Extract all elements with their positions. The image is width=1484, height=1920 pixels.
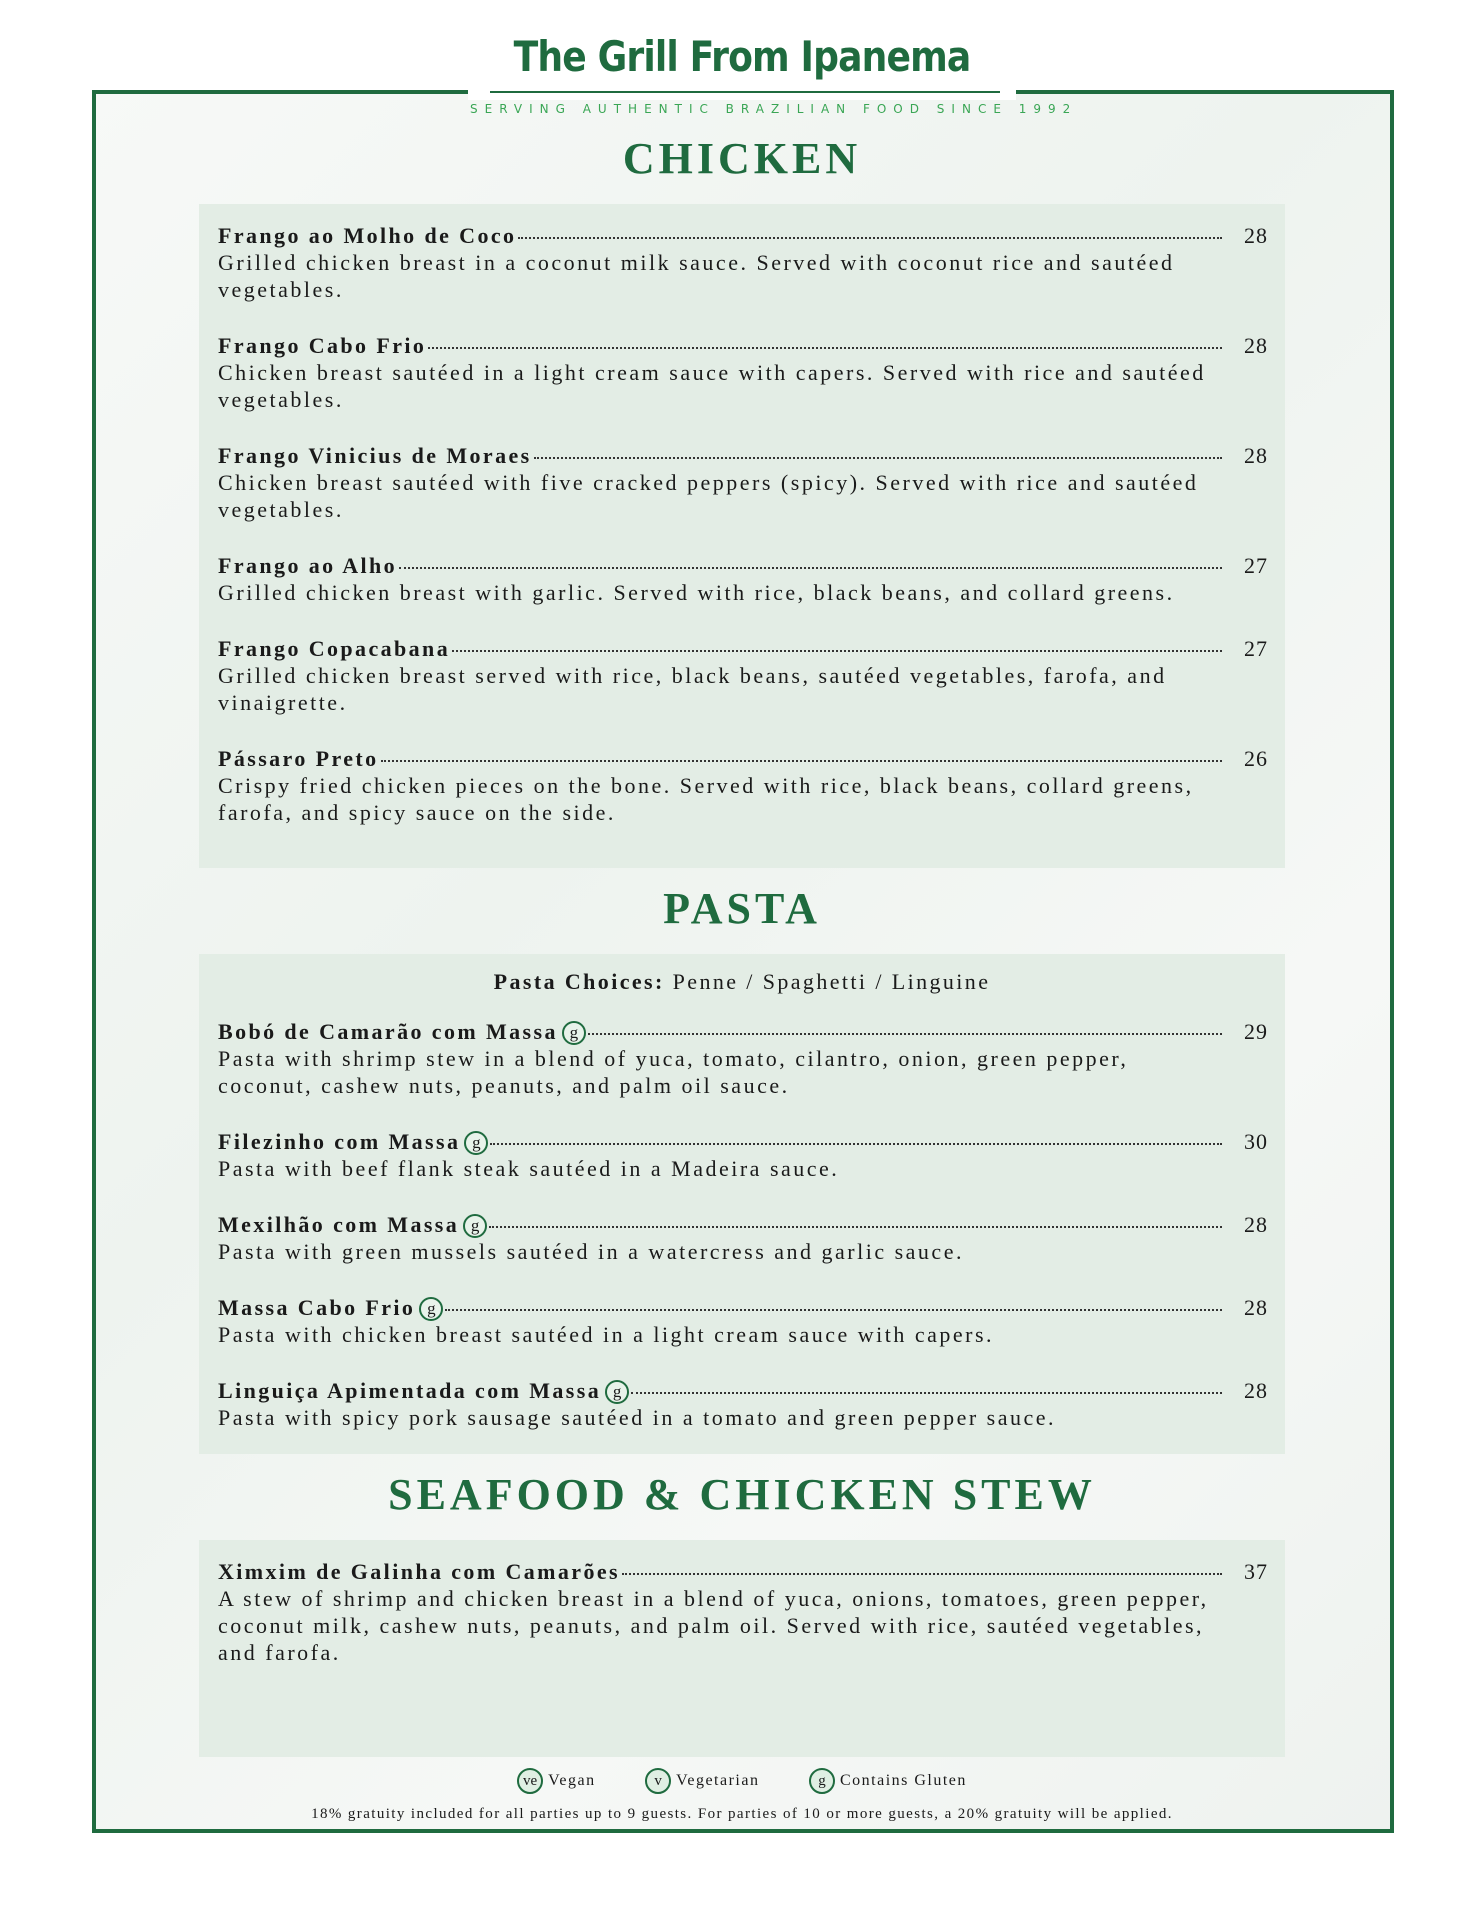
menu-item <box>218 442 1268 523</box>
menu-item-description: Pasta with green mussels sautéed in a watercress and garlic sauce. <box>218 1239 964 1264</box>
pasta-choices-list: Penne / Spaghetti / Linguine <box>672 969 991 994</box>
menu-item-name <box>218 1211 487 1238</box>
menu-item <box>218 1294 1268 1348</box>
menu-item-description: Pasta with spicy pork sausage sautéed in a tomato and green pepper sauce. <box>218 1405 1057 1430</box>
dot-leader <box>381 760 1222 762</box>
menu-item-header <box>218 1128 1268 1155</box>
dot-leader <box>445 1309 1222 1311</box>
menu-item-description: Pasta with shrimp stew in a blend of yuca, tomato, cilantro, onion, green pepper, coconut, cashew nuts, peanuts, and palm oil sauce. <box>218 1046 1129 1098</box>
menu-item-name <box>218 635 450 662</box>
dot-leader <box>399 567 1222 569</box>
gluten-icon: g <box>463 1214 487 1238</box>
item-name-text: Massa Cabo Frio <box>218 1295 416 1320</box>
pasta-section <box>199 954 1285 1454</box>
menu-item-description: Chicken breast sautéed in a light cream sauce with capers. Served with rice and sautéed vegetables. <box>218 360 1206 412</box>
menu-item <box>218 745 1268 826</box>
menu-item-name <box>218 745 379 772</box>
item-name-text: Frango Cabo Frio <box>218 333 427 358</box>
dot-leader <box>452 650 1222 652</box>
menu-item <box>218 332 1268 413</box>
menu-item <box>218 635 1268 716</box>
menu-item-name <box>218 222 516 249</box>
menu-item-header <box>218 1294 1268 1321</box>
menu-item <box>218 1211 1268 1265</box>
item-name-text: Frango ao Alho <box>218 553 398 578</box>
menu-item-price: 28 <box>1244 1295 1268 1320</box>
item-name-text: Frango Vinicius de Moraes <box>218 443 532 468</box>
menu-item-header <box>218 222 1268 249</box>
menu-item-price: 30 <box>1244 1129 1268 1154</box>
section-heading-seafood: SEAFOOD & CHICKEN STEW <box>388 1470 1096 1519</box>
dot-leader <box>631 1392 1222 1394</box>
item-name-text: Frango ao Molho de Coco <box>218 223 517 248</box>
menu-item-price: 28 <box>1244 223 1268 248</box>
legend-gluten <box>809 1767 967 1795</box>
pasta-choices-label: Pasta Choices: <box>493 969 665 994</box>
menu-item <box>218 1128 1268 1182</box>
menu-item-name <box>218 1377 629 1404</box>
dot-leader <box>489 1226 1222 1228</box>
menu-item-price: 28 <box>1244 1378 1268 1403</box>
menu-item-description: Pasta with chicken breast sautéed in a light cream sauce with capers. <box>218 1322 995 1347</box>
vegetarian-icon: v <box>645 1768 671 1794</box>
dot-leader <box>428 347 1222 349</box>
legend-vegan <box>517 1767 595 1795</box>
menu-item-price: 26 <box>1244 746 1268 771</box>
gluten-icon: g <box>809 1768 835 1794</box>
gluten-icon: g <box>562 1021 586 1045</box>
menu-item-header <box>218 1558 1268 1585</box>
item-name-text: Linguiça Apimentada com Massa <box>218 1378 602 1403</box>
menu-item-name <box>218 1294 443 1321</box>
dot-leader <box>588 1033 1222 1035</box>
menu-item-header <box>218 1377 1268 1404</box>
gluten-icon: g <box>464 1131 488 1155</box>
restaurant-logo: The Grill From Ipanema <box>513 32 971 81</box>
legend-label: Contains Gluten <box>839 1772 967 1789</box>
menu-item-price: 28 <box>1244 333 1268 358</box>
item-name-text: Frango Copacabana <box>218 636 451 661</box>
menu-item-name <box>218 552 397 579</box>
menu-item-name <box>218 332 426 359</box>
dot-leader <box>622 1573 1222 1575</box>
tagline: SERVING AUTHENTIC BRAZILIAN FOOD SINCE 1992 <box>470 102 1078 116</box>
menu-item-price: 37 <box>1244 1559 1268 1584</box>
vegan-icon: ve <box>517 1768 543 1794</box>
menu-item-description: Grilled chicken breast with garlic. Served with rice, black beans, and collard greens. <box>218 580 1175 605</box>
menu-item-name <box>218 1018 586 1045</box>
dot-leader <box>534 457 1222 459</box>
menu-item-header <box>218 332 1268 359</box>
menu-item-name <box>218 1128 488 1155</box>
gratuity-note: 18% gratuity included for all parties up to 9 guests. For parties of 10 or more guests, a 20% gratuity will be applied. <box>311 1806 1173 1822</box>
logo-divider <box>490 91 1000 93</box>
menu-item-price: 28 <box>1244 1212 1268 1237</box>
menu-item <box>218 222 1268 303</box>
menu-item-name <box>218 1558 620 1585</box>
menu-item <box>218 1377 1268 1431</box>
item-name-text: Filezinho com Massa <box>218 1129 461 1154</box>
dot-leader <box>490 1143 1222 1145</box>
menu-item-header <box>218 635 1268 662</box>
section-heading-pasta: PASTA <box>663 884 821 933</box>
legend-label: Vegan <box>548 1772 596 1789</box>
legend-label: Vegetarian <box>676 1772 760 1789</box>
menu-item-price: 27 <box>1244 553 1268 578</box>
menu-content <box>199 132 1285 1825</box>
item-name-text: Ximxim de Galinha com Camarões <box>218 1559 620 1584</box>
section-heading-chicken: CHICKEN <box>622 134 862 183</box>
menu-item <box>218 552 1268 606</box>
item-name-text: Pássaro Preto <box>218 746 379 771</box>
menu-item-header <box>218 442 1268 469</box>
menu-item-description: Pasta with beef flank steak sautéed in a Madeira sauce. <box>218 1156 840 1181</box>
dot-leader <box>518 237 1222 239</box>
dietary-legend <box>199 1767 1285 1795</box>
menu-item-header <box>218 1018 1268 1045</box>
menu-item-price: 27 <box>1244 636 1268 661</box>
menu-item-price: 28 <box>1244 443 1268 468</box>
item-name-text: Mexilhão com Massa <box>218 1212 460 1237</box>
menu-item-header <box>218 552 1268 579</box>
menu-item-name <box>218 442 532 469</box>
menu-item-description: Crispy fried chicken pieces on the bone. Served with rice, black beans, collard greens, farofa, and spicy sauce on the side. <box>218 773 1194 825</box>
menu-item-description: A stew of shrimp and chicken breast in a blend of yuca, onions, tomatoes, green pepper, coconut milk, cashew nuts, peanuts, and palm oil. Served with rice, sautéed vegetables, and farofa. <box>218 1586 1209 1665</box>
legend-vegetarian <box>645 1767 759 1795</box>
menu-item <box>218 1018 1268 1099</box>
seafood-section <box>199 1540 1285 1757</box>
menu-item-description: Grilled chicken breast in a coconut milk sauce. Served with coconut rice and sautéed vegetables. <box>218 250 1175 302</box>
gluten-icon: g <box>605 1380 629 1404</box>
chicken-section <box>199 204 1285 868</box>
menu-item <box>218 1558 1268 1666</box>
menu-item-description: Chicken breast sautéed with five cracked peppers (spicy). Served with rice and sautéed vegetables. <box>218 470 1199 522</box>
item-name-text: Bobó de Camarão com Massa <box>218 1019 558 1044</box>
menu-item-header <box>218 1211 1268 1238</box>
pasta-choices <box>218 968 1266 995</box>
gluten-icon: g <box>419 1297 443 1321</box>
menu-item-description: Grilled chicken breast served with rice, black beans, sautéed vegetables, farofa, and vinaigrette. <box>218 663 1167 715</box>
menu-item-price: 29 <box>1244 1019 1268 1044</box>
menu-item-header <box>218 745 1268 772</box>
